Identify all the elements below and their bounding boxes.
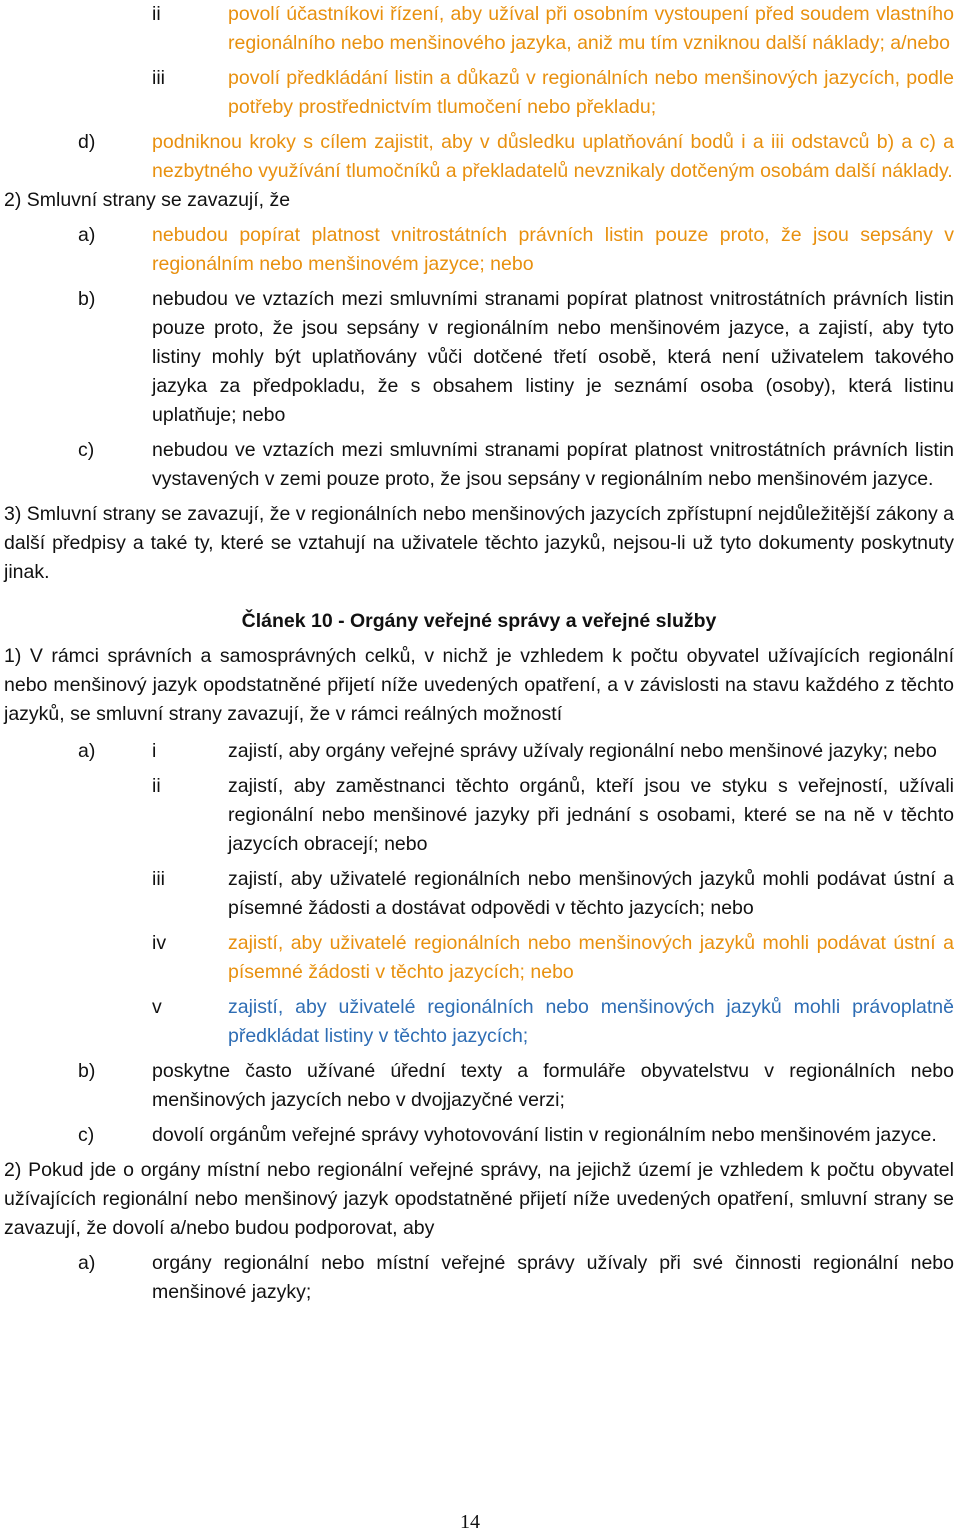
art-item-a-ii <box>4 772 954 859</box>
sub-item-number: iii <box>152 868 165 890</box>
article-paragraph-1: 1) V rámci správních a samosprávných celků, v nichž je vzhledem k počtu obyvatel užívajících regionální nebo menšinový jazyk opodstatněné přijetí níže uvedených opatření, a v závislosti na stavu každého z těchto jazyků, se smluvní strany zavazují, že v rámci reálných možností <box>4 645 954 725</box>
sub-item-text: zajistí, aby uživatelé regionálních nebo menšinových jazyků mohli podávat ústní a písemné žádosti a dostávat odpovědi v těchto jazycích; nebo <box>228 868 954 919</box>
sub-item-text: povolí účastníkovi řízení, aby užíval při osobním vystoupení před soudem vlastního regionálního nebo menšinového jazyka, aniž mu tím vzniknou další náklady; a/nebo <box>228 3 954 54</box>
sub-item-ii <box>4 0 954 58</box>
item-text: dovolí orgánům veřejné správy vyhotovování listin v regionálním nebo menšinovém jazyce. <box>152 1124 937 1146</box>
item-label: c) <box>78 1124 95 1146</box>
item-label: b) <box>78 288 96 310</box>
item-d <box>4 128 954 186</box>
art-item-a-i <box>4 737 954 766</box>
sub-item-text: zajistí, aby zaměstnanci těchto orgánů, kteří jsou ve styku s veřejností, užívali regionální nebo menšinové jazyky při jednání s osobami, které se na ně v těchto jazycích obracejí; nebo <box>228 775 954 855</box>
sub-item-number: ii <box>152 3 161 25</box>
sub-item-number: v <box>152 996 162 1018</box>
paragraph-2-intro: 2) Smluvní strany se zavazují, že <box>4 189 291 211</box>
sub-item-text: zajistí, aby uživatelé regionálních nebo menšinových jazyků mohli podávat ústní a písemné žádosti v těchto jazycích; nebo <box>228 932 954 983</box>
sub-item-number: i <box>152 740 157 762</box>
item-text: nebudou popírat platnost vnitrostátních právních listin pouze proto, že jsou sepsány v regionálním nebo menšinovém jazyce; nebo <box>152 224 954 275</box>
item-text: orgány regionální nebo místní veřejné správy užívaly při své činnosti regionální nebo menšinové jazyky; <box>152 1252 954 1303</box>
para2-item-b <box>4 285 954 430</box>
art-item-a-v <box>4 993 954 1051</box>
para2-item-a <box>4 221 954 279</box>
paragraph-3: 3) Smluvní strany se zavazují, že v regionálních nebo menšinových jazycích zpřístupní nejdůležitější zákony a další předpisy a také ty, které se vztahují na uživatele těchto jazyků, nejsou-li už tyto dokumenty poskytnuty jinak. <box>4 503 954 583</box>
art-item-a-iv <box>4 929 954 987</box>
sub-item-text: povolí předkládání listin a důkazů v regionálních nebo menšinových jazycích, podle potřeby prostřednictvím tlumočení nebo překladu; <box>228 67 954 118</box>
sub-item-iii <box>4 64 954 122</box>
para2-item-c <box>4 436 954 494</box>
item-label: d) <box>78 131 96 153</box>
item-label: a) <box>78 224 96 246</box>
item-text: podniknou kroky s cílem zajistit, aby v důsledku uplatňování bodů i a iii odstavců b) a c) a nezbytného využívání tlumočníků a překladatelů nevznikaly dotčeným osobám další náklady. <box>152 131 954 182</box>
item-label: c) <box>78 439 95 461</box>
article-heading: Článek 10 - Orgány veřejné správy a veřejné služby <box>241 610 717 632</box>
sub-item-number: iii <box>152 67 165 89</box>
item-text: nebudou ve vztazích mezi smluvními stranami popírat platnost vnitrostátních právních listin pouze proto, že jsou sepsány v regionálním nebo menšinovém jazyce, a zajistí, aby tyto listiny mohly být uplatňovány vůči dotčené třetí osobě, která není uživatelem takového jazyka za předpokladu, že s obsahem listiny je seznámí osoba (osoby), která listinu uplatňuje; nebo <box>152 288 954 426</box>
item-text: poskytne často užívané úřední texty a formuláře obyvatelstvu v regionálních nebo menšinových jazycích nebo v dvojjazyčné verzi; <box>152 1060 954 1111</box>
item-label: a) <box>78 740 96 762</box>
art-item-c <box>4 1121 954 1150</box>
item-label: b) <box>78 1060 96 1082</box>
article-paragraph-2: 2) Pokud jde o orgány místní nebo regionální veřejné správy, na jejichž území je vzhledem k počtu obyvatel užívajících regionální nebo menšinový jazyk opodstatněné přijetí níže uvedených opatření, smluvní strany se zavazují, že dovolí a/nebo budou podporovat, aby <box>4 1159 954 1239</box>
sub-item-number: ii <box>152 775 161 797</box>
sub-item-number: iv <box>152 932 167 954</box>
item-text: nebudou ve vztazích mezi smluvními stranami popírat platnost vnitrostátních právních listin vystavených v zemi pouze proto, že jsou sepsány v regionálním nebo menšinovém jazyce. <box>152 439 954 490</box>
art-item-a-iii <box>4 865 954 923</box>
item-label: a) <box>78 1252 96 1274</box>
sub-item-text: zajistí, aby uživatelé regionálních nebo menšinových jazyků mohli právoplatně předkládat listiny v těchto jazycích; <box>228 996 954 1047</box>
art-item-b <box>4 1057 954 1115</box>
sub-item-text: zajistí, aby orgány veřejné správy užívaly regionální nebo menšinové jazyky; nebo <box>228 740 937 762</box>
page-number: 14 <box>460 1511 480 1533</box>
art-para2-item-a <box>4 1249 954 1307</box>
